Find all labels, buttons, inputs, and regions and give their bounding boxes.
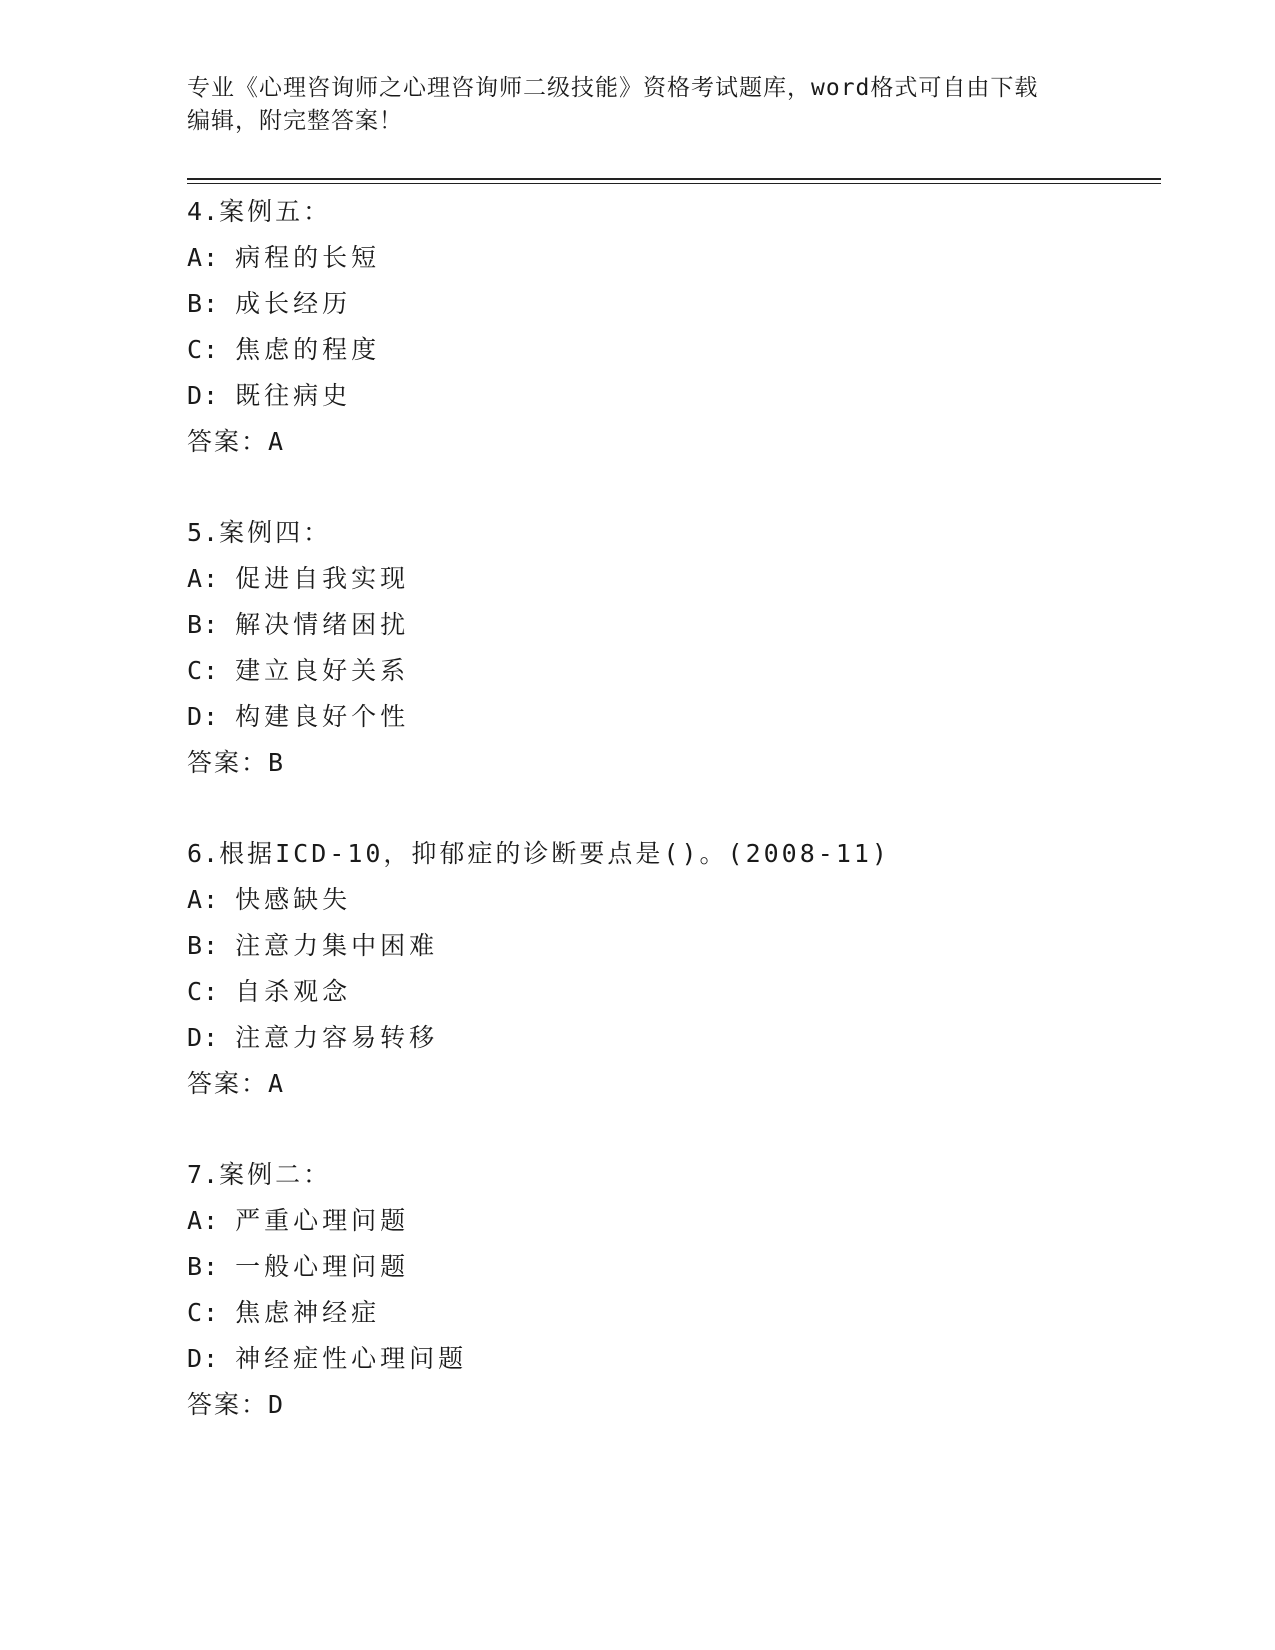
option-key: D:: [187, 1344, 220, 1373]
option-key: A:: [187, 885, 220, 914]
option-c: [187, 648, 1167, 694]
header-divider-thin: [187, 183, 1161, 184]
answer-line: [187, 1061, 1167, 1107]
question-number: 4.: [187, 197, 220, 226]
document-header: [187, 72, 1087, 138]
option-key: A:: [187, 564, 220, 593]
option-text: 病程的长短: [235, 243, 381, 272]
option-text: 一般心理问题: [235, 1252, 410, 1281]
option-text: 注意力集中困难: [235, 931, 439, 960]
option-text: 自杀观念: [235, 977, 352, 1006]
option-text: 成长经历: [235, 289, 352, 318]
question-text: 案例五：: [219, 197, 332, 226]
option-text: 神经症性心理问题: [235, 1344, 468, 1373]
option-key: B:: [187, 289, 220, 318]
option-key: D:: [187, 1023, 220, 1052]
question-text: 案例四：: [219, 518, 332, 547]
question-stem: [187, 1152, 1167, 1198]
question-number: 7.: [187, 1160, 220, 1189]
option-key: D:: [187, 381, 220, 410]
answer-label: 答案：: [187, 1069, 269, 1098]
question-stem: [187, 510, 1167, 556]
answer-label: 答案：: [187, 748, 269, 777]
option-key: B:: [187, 1252, 220, 1281]
question-7: [187, 1152, 1167, 1428]
option-b: [187, 602, 1167, 648]
option-a: [187, 556, 1167, 602]
option-text: 注意力容易转移: [235, 1023, 439, 1052]
question-4: [187, 189, 1167, 465]
option-d: [187, 373, 1167, 419]
option-c: [187, 1290, 1167, 1336]
question-text: 案例二：: [219, 1160, 332, 1189]
option-text: 既往病史: [235, 381, 352, 410]
option-b: [187, 281, 1167, 327]
header-divider: [187, 178, 1161, 180]
question-number: 5.: [187, 518, 220, 547]
answer-value: A: [268, 427, 285, 456]
option-c: [187, 969, 1167, 1015]
option-a: [187, 877, 1167, 923]
answer-line: [187, 740, 1167, 786]
option-key: C:: [187, 977, 220, 1006]
header-line-1: 专业《心理咨询师之心理咨询师二级技能》资格考试题库，word格式可自由下载: [187, 75, 1039, 101]
option-text: 焦虑的程度: [235, 335, 381, 364]
question-number: 6.: [187, 839, 220, 868]
option-c: [187, 327, 1167, 373]
option-d: [187, 694, 1167, 740]
question-list: [187, 189, 1167, 1473]
answer-label: 答案：: [187, 1390, 269, 1419]
option-b: [187, 923, 1167, 969]
option-text: 建立良好关系: [235, 656, 410, 685]
option-a: [187, 1198, 1167, 1244]
header-line-2: 编辑，附完整答案！: [187, 108, 403, 134]
option-text: 解决情绪困扰: [235, 610, 410, 639]
question-stem: [187, 831, 1167, 877]
option-text: 焦虑神经症: [235, 1298, 381, 1327]
answer-line: [187, 1382, 1167, 1428]
option-key: A:: [187, 243, 220, 272]
question-5: [187, 510, 1167, 786]
option-d: [187, 1336, 1167, 1382]
option-text: 严重心理问题: [235, 1206, 410, 1235]
option-key: C:: [187, 656, 220, 685]
option-key: D:: [187, 702, 220, 731]
option-key: C:: [187, 1298, 220, 1327]
option-text: 快感缺失: [235, 885, 352, 914]
answer-line: [187, 419, 1167, 465]
option-key: B:: [187, 610, 220, 639]
question-stem: [187, 189, 1167, 235]
answer-value: B: [268, 748, 285, 777]
option-b: [187, 1244, 1167, 1290]
option-d: [187, 1015, 1167, 1061]
question-6: [187, 831, 1167, 1107]
option-a: [187, 235, 1167, 281]
answer-value: A: [268, 1069, 285, 1098]
option-text: 促进自我实现: [235, 564, 410, 593]
option-key: B:: [187, 931, 220, 960]
option-text: 构建良好个性: [235, 702, 410, 731]
answer-value: D: [268, 1390, 285, 1419]
answer-label: 答案：: [187, 427, 269, 456]
question-text: 根据ICD-10，抑郁症的诊断要点是()。(2008-11): [219, 839, 890, 868]
option-key: C:: [187, 335, 220, 364]
option-key: A:: [187, 1206, 220, 1235]
